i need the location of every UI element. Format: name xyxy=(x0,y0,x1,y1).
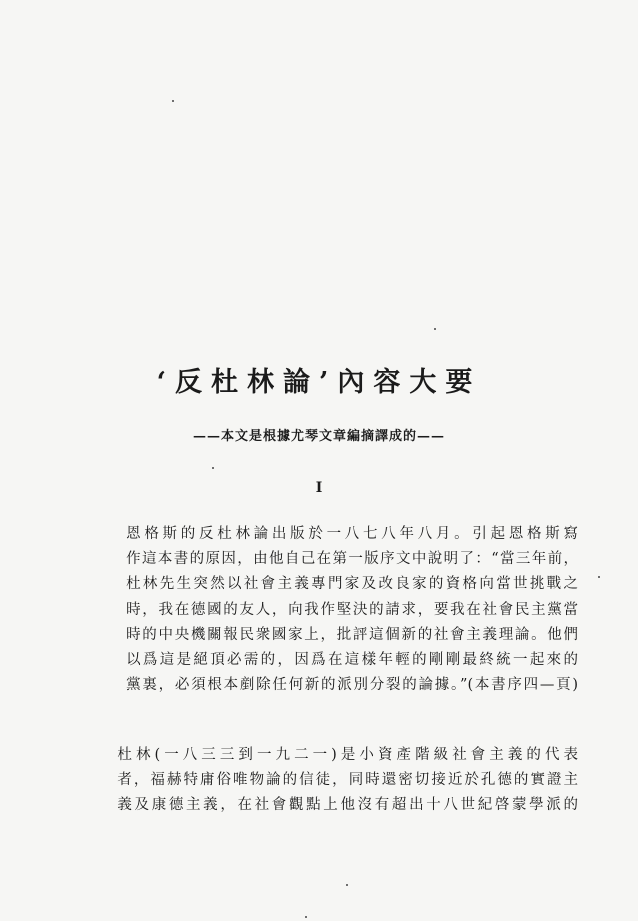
paragraph-2 xyxy=(100,743,578,819)
text-line: 作這本書的原因，由他自己在第一版序文中說明了：“當三年前， xyxy=(126,551,578,568)
text-line: 以爲這是絕頂必需的，因爲在這樣年輕的剛剛最終統一起來的 xyxy=(126,652,578,669)
scan-speck xyxy=(434,328,436,330)
chapter-title: ‘反杜林論’內容大要 xyxy=(156,367,482,398)
chapter-subtitle: ——本文是根據尤琴文章編摘譯成的—— xyxy=(192,429,445,444)
scan-speck xyxy=(346,884,348,886)
paragraph-1 xyxy=(100,522,578,698)
text-line: 恩格斯的反杜林論出版於一八七八年八月。引起恩格斯寫 xyxy=(126,526,578,542)
text-line: 杜林(一八三三到一九二一)是小資產階級社會主義的代表 xyxy=(117,747,578,763)
text-line: 者，福赫特庸俗唯物論的信徒，同時還密切接近於孔德的實證主 xyxy=(117,772,578,789)
scan-speck xyxy=(598,576,600,578)
scan-speck xyxy=(305,916,307,918)
text-line: 義及康德主義，在社會觀點上他沒有超出十八世紀啓蒙學派的 xyxy=(117,797,578,814)
scan-speck xyxy=(212,467,214,469)
text-line: 時的中央機關報民衆國家上，批評這個新的社會主義理論。他們 xyxy=(126,626,578,643)
scan-speck xyxy=(172,100,174,102)
text-line: 黨裏，必須根本剷除任何新的派別分裂的論據。”(本書序四—頁) xyxy=(126,677,578,694)
text-line: 杜林先生突然以社會主義專門家及改良家的資格向當世挑戰之 xyxy=(126,576,578,593)
section-number: I xyxy=(315,480,323,496)
text-line: 時，我在德國的友人，向我作堅決的請求，要我在社會民主黨當 xyxy=(126,601,578,618)
